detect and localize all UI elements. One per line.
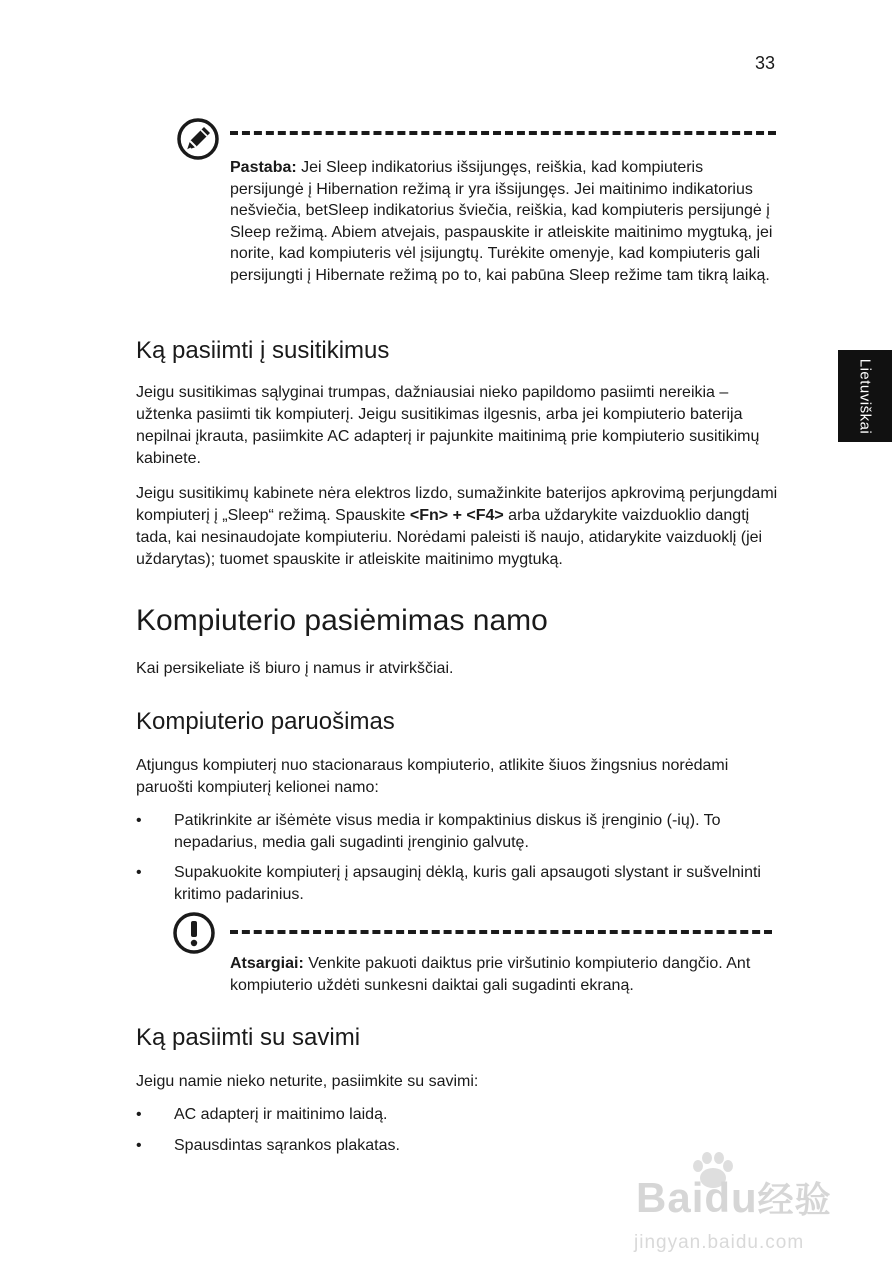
- watermark-url: jingyan.baidu.com: [634, 1232, 805, 1253]
- list-item-text: Patikrinkite ar išėmėte visus media ir kompaktinius diskus iš įrenginio (-ių). To nepadarius, media gali sugadinti įrenginio galvutę.: [174, 812, 721, 851]
- meetings-paragraph-2-end: arba uždarykite vaizduoklio dangtį tada, kai nesinaudojate kompiuteriu. Norėdami paleisti iš naujo, atidarykite vaizduoklį (jei uždarytas); tuomet spauskite ir atleiskite maitinimo mygtuką.: [136, 507, 763, 568]
- list-item-text: Supakuokite kompiuterį į apsauginį dėklą, kuris gali apsaugoti slystant ir sušvelninti kritimo padarinius.: [174, 864, 761, 903]
- watermark-brand-part-2: du: [704, 1174, 758, 1221]
- bullet-mark: •: [136, 812, 142, 829]
- key-combination: <Fn> + <F4>: [409, 507, 504, 524]
- preparing-paragraph: Atjungus kompiuterį nuo stacionaraus kompiuterio, atlikite šiuos žingsnius norėdami paruošti kompiuterį kelionei namo:: [136, 757, 729, 796]
- page-number: 33: [754, 53, 775, 73]
- note-pen-icon: [176, 117, 220, 161]
- heading-take-with-you: Ką pasiimti su savimi: [136, 1024, 361, 1051]
- note-body: Jei Sleep indikatorius išsijungęs, reiškia, kad kompiuteris persijungė į Hibernation režimą ir yra išsijungęs. Jei maitinimo indikatorius nešviečia, betSleep indikatorius šviečia, reiškia, kad kompiuteris persijungė į Sleep režimą. Abiem atvejais, paspauskite ir atleiskite maitinimo mygtuką, jei norite, kad kompiuteris vėl įsijungtų. Turėkite omenyje, kad kompiuteris gali persijungti į Hibernate režimą po to, kai pabūna Sleep režime tam tikrą laiką.: [230, 159, 773, 284]
- list-item: [136, 810, 781, 856]
- take-with-you-paragraph: Jeigu namie nieko neturite, pasiimkite su savimi:: [136, 1073, 479, 1090]
- heading-take-home: Kompiuterio pasiėmimas namo: [136, 604, 548, 637]
- list-item: [136, 1104, 781, 1128]
- meetings-paragraph-1: Jeigu susitikimas sąlyginai trumpas, dažniausiai nieko papildomo pasiimti nereikia – užtenka pasiimti tik kompiuterį. Jeigu susitikimas ilgesnis, arba jei kompiuterio baterija nepilnai įkrauta, pasiimkite AC adapterį ir pajunkite maitinimą prie kompiuterio susitikimų kabinete.: [136, 384, 760, 467]
- bullet-mark: •: [136, 1106, 142, 1123]
- exclamation-icon: [172, 911, 216, 955]
- note-divider: [230, 131, 776, 135]
- watermark: [628, 1150, 860, 1280]
- list-item: [136, 862, 781, 908]
- language-tab: [838, 350, 892, 442]
- bullet-mark: •: [136, 864, 142, 881]
- meetings-paragraph-2: [136, 483, 781, 571]
- bullet-mark: •: [136, 1137, 142, 1154]
- heading-meetings: Ką pasiimti į susitikimus: [136, 337, 390, 364]
- note-text: [230, 157, 778, 286]
- watermark-brand-cn: 经验: [757, 1179, 832, 1220]
- language-tab-label: Lietuviškai: [856, 358, 874, 434]
- watermark-brand: [636, 1172, 832, 1223]
- caution-divider: [230, 930, 772, 934]
- caution-label: Atsargiai:: [230, 955, 304, 972]
- caution-text: [230, 953, 778, 996]
- note-label: Pastaba:: [230, 159, 297, 176]
- meetings-paragraph-2-start: Jeigu susitikimų kabinete nėra elektros lizdo, sumažinkite baterijos apkrovimą perjungdami kompiuterį į „Sleep“ režimą. Spauskite: [136, 485, 778, 524]
- list-item-text: Spausdintas sąrankos plakatas.: [174, 1137, 400, 1154]
- take-home-paragraph: Kai persikeliate iš biuro į namus ir atvirkščiai.: [136, 660, 454, 677]
- heading-preparing: Kompiuterio paruošimas: [136, 708, 395, 735]
- list-item-text: AC adapterį ir maitinimo laidą.: [174, 1106, 388, 1123]
- caution-body: Venkite pakuoti daiktus prie viršutinio kompiuterio dangčio. Ant kompiuterio uždėti sunkesni daiktai gali sugadinti ekraną.: [230, 955, 751, 994]
- watermark-brand-part-1: Bai: [636, 1174, 705, 1221]
